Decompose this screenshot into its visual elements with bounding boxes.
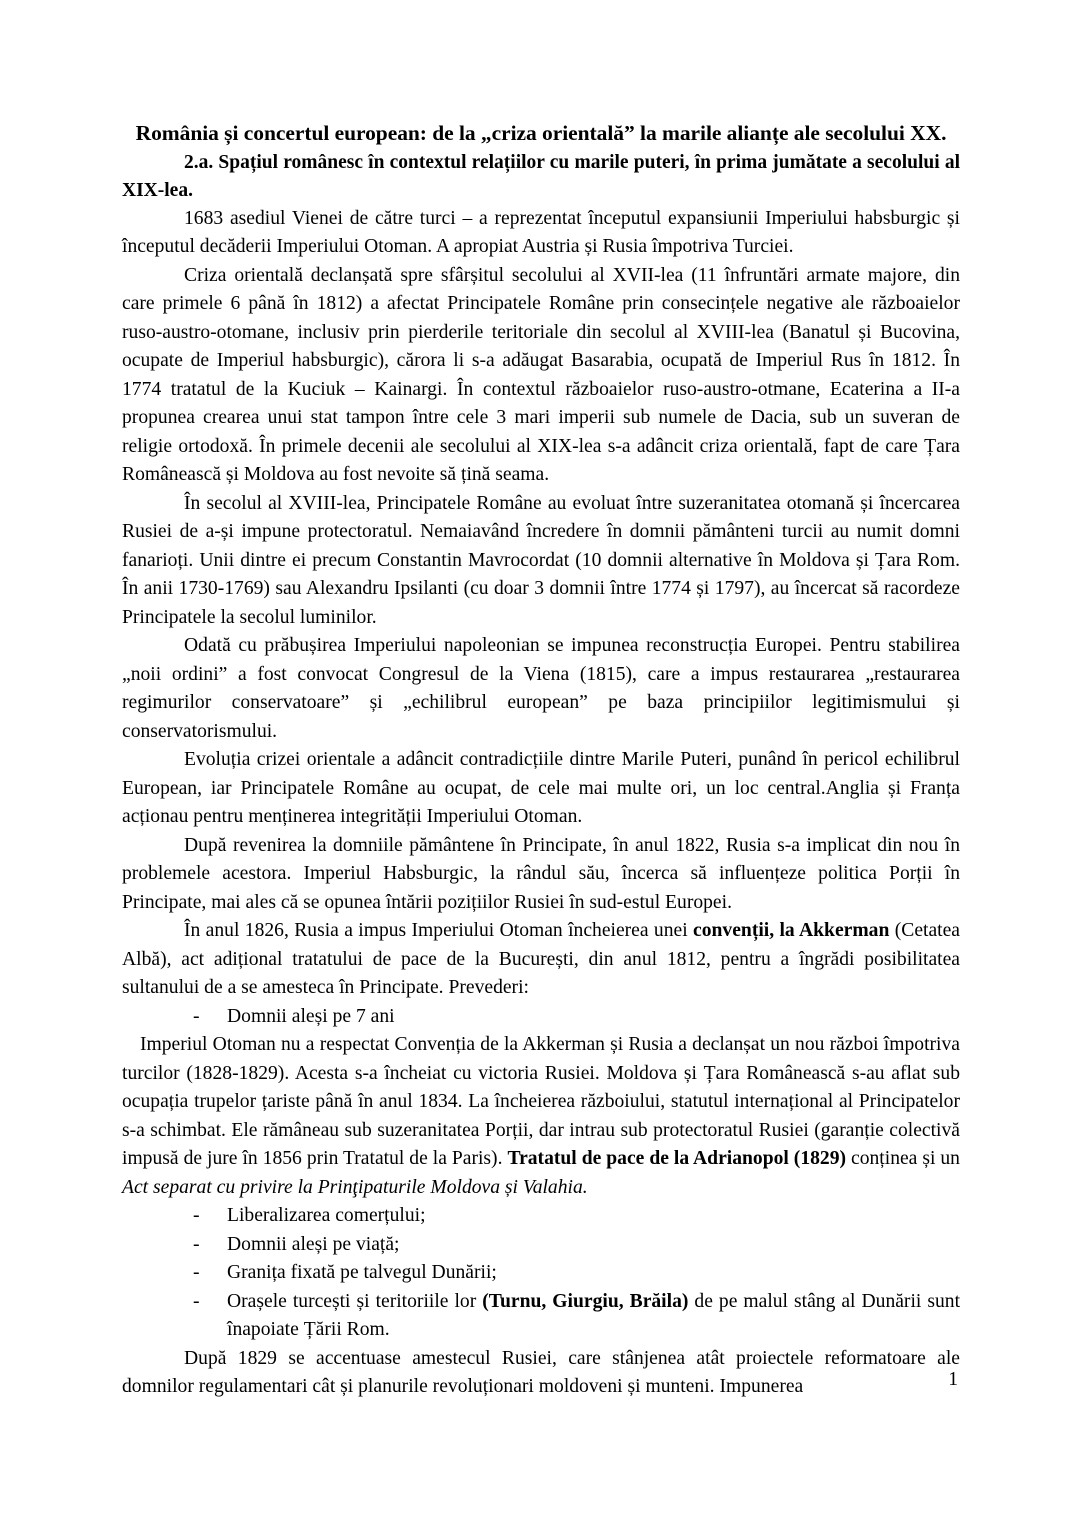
dash-bullet: - xyxy=(193,1233,200,1255)
akkerman-text-rest: (Cetatea Albă), act adițional tratatului de pace de la București, din anul 1812, pentru a îngrădi posibilitatea sultanului de a se amesteca în Principate. Prevederi: xyxy=(122,920,960,999)
paragraph-vienna-congress: Odată cu prăbușirea Imperiului napoleonian se impunea reconstrucția Europei. Pentru stabilirea „noii ordini” a fost convocat Congresul de la Viena (1815), care a impus restaurarea „restaurarea regimurilor conservatoare” și „echilibrul european” pe baza principiilor legitimismului și conservatorismului. xyxy=(122,635,960,742)
page-number: 1 xyxy=(948,1369,958,1390)
list-item-label: Domnii aleși pe 7 ani xyxy=(227,1005,395,1027)
paragraph-akkerman-convention xyxy=(122,917,960,1003)
list-item-label: Domnii aleși pe viață; xyxy=(227,1233,400,1255)
paragraph-18th-century: În secolul al XVIII-lea, Principatele Române au evoluat între suzeranitatea otomană și încercarea Rusiei de a-și impune protectoratul. Nemaiavând încredere în domnii pământeni turcii au numit domni fanarioți. Unii dintre ei precum Constantin Mavrocordat (10 domnii alternative în Moldova și Țara Rom. În anii 1730-1769) sau Alexandru Ipsilanti (cu doar 3 domnii între 1774 și 1797), au încercat să racordeze Principatele la secolul luminilor. xyxy=(122,492,960,628)
list-item xyxy=(122,1003,960,1032)
akkerman-provisions-list xyxy=(122,1003,960,1032)
akkerman-bold-term: convenții, la Akkerman xyxy=(693,920,890,942)
list-item-bold-term: (Turnu, Giurgiu, Brăila) xyxy=(482,1290,689,1312)
paragraph-eastern-crisis: Criza orientală declanșată spre sfârșitul secolului al XVII-lea (11 înfruntări armate majore, din care primele 6 până în 1812) a afectat Principatele Române prin consecințele negative ale războaielor ruso-austro-otomane, inclusiv prin pierderile teritoriale din secolul al XVIII-lea (Banatul și Bucovina, ocupate de Imperiul habsburgic), cărora li s-a adăugat Basarabia, ocupată de Imperiul Rus în 1812. În 1774 tratatul de la Kuciuk – Kainargi. În contextul războaielor ruso-austro-otmane, Ecaterina a II-a propunea crearea unui stat tampon între cele 3 mari imperii sub numele de Dacia, sub un suveran de religie ortodoxă. În primele decenii ale secolului al XIX-lea s-a adâncit criza orientală, fapt de care Țara Românească și Moldova au fost nevoite să țină seama. xyxy=(122,264,960,486)
list-item-label: Liberalizarea comerțului; xyxy=(227,1205,426,1227)
dash-bullet: - xyxy=(193,1290,200,1312)
list-item xyxy=(122,1231,960,1260)
adrianopol-italic-term: Act separat cu privire la Prinţipaturile Moldova și Valahia. xyxy=(122,1176,588,1198)
dash-bullet: - xyxy=(193,1005,200,1027)
list-item xyxy=(122,1288,960,1345)
list-item-label-lead: Orașele turcești și teritoriile lor xyxy=(227,1290,483,1312)
list-item-label-rest: de pe malul stâng al Dunării sunt înapoiate Țării Rom. xyxy=(227,1290,961,1341)
paragraph-1683-siege: 1683 asediul Vienei de către turci – a reprezentat începutul expansiunii Imperiului habsburgic și începutul decăderii Imperiului Otoman. A apropiat Austria și Rusia împotriva Turciei. xyxy=(122,207,960,258)
adrianopol-text-mid: conținea și un xyxy=(846,1148,960,1170)
document-content xyxy=(122,118,960,1402)
paragraph-1822-return: După revenirea la domniile pământene în Principate, în anul 1822, Rusia s-a implicat din nou în problemele acestora. Imperiul Habsburgic, la rândul său, încerca să influențeze politica Porții în Principate, mai ales că se opunea întării pozițiilor Rusiei în sud-estul Europei. xyxy=(122,834,960,913)
page-title: România și concertul european: de la „criza orientală” la marile alianțe ale secolului XX. xyxy=(135,121,947,145)
dash-bullet: - xyxy=(193,1205,200,1227)
adrianopol-text-lead: Imperiul Otoman nu a respectat Convenția de la Akkerman și Rusia a declanșat un nou război împotriva turcilor (1828-1829). Acesta s-a încheiat cu victoria Rusiei. Moldova și Țara Românească s-au aflat sub ocupația trupelor țariste până în anul 1834. La încheierea războiului, statutul internațional al Principatelor s-a schimbat. Ele rămâneau sub suzeranitatea Porții, dar intrau sub protectoratul Rusiei (garanție colectivă impusă de jure în 1856 prin Tratatul de la Paris). xyxy=(122,1034,960,1170)
paragraph-after-1829: După 1829 se accentuase amestecul Rusiei, care stânjenea atât proiectele reformatoare ale domnilor regulamentari cât și planurile revoluționari moldoveni și munteni. Impunerea xyxy=(122,1347,960,1398)
akkerman-text-lead: În anul 1826, Rusia a impus Imperiului Otoman încheierea unei xyxy=(184,920,694,942)
paragraph-crisis-evolution: Evoluția crizei orientale a adâncit contradicțiile dintre Marile Puteri, punând în pericol echilibrul European, iar Principatele Române au ocupat, de cele mai multe ori, un loc central.Anglia și Franța acționau pentru menținerea integrității Imperiului Otoman. xyxy=(122,749,960,828)
list-item xyxy=(122,1202,960,1231)
adrianopol-bold-term: Tratatul de pace de la Adrianopol (1829) xyxy=(507,1148,847,1170)
adrianopol-provisions-list xyxy=(122,1202,960,1345)
list-item-label: Granița fixată pe talvegul Dunării; xyxy=(227,1262,497,1284)
section-subtitle: 2.a. Spațiul românesc în contextul relațiilor cu marile puteri, în prima jumătate a secolului al XIX-lea. xyxy=(122,151,960,201)
dash-bullet: - xyxy=(193,1262,200,1284)
paragraph-adrianopol xyxy=(122,1031,960,1202)
list-item xyxy=(122,1259,960,1288)
